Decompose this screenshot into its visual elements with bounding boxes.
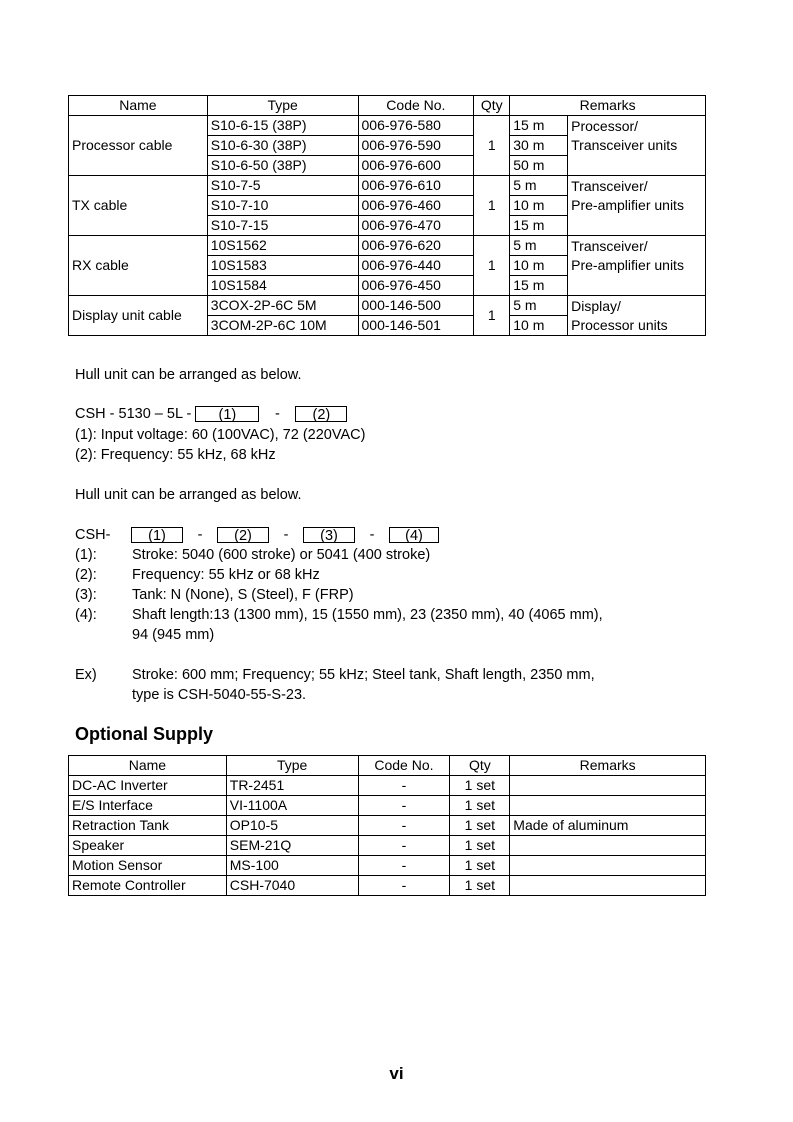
- opt-name: Remote Controller: [69, 876, 227, 896]
- cable-type: 3COM-2P-6C 10M: [207, 316, 358, 336]
- opt-type: TR-2451: [226, 776, 358, 796]
- table-row: [69, 176, 706, 196]
- cable-table-body: [69, 116, 706, 336]
- opt-type: VI-1100A: [226, 796, 358, 816]
- optional-table-body: [69, 776, 706, 896]
- table-row: [69, 876, 706, 896]
- cable-length: 5 m: [510, 296, 568, 316]
- cable-code: 006-976-620: [358, 236, 474, 256]
- cable-code: 006-976-450: [358, 276, 474, 296]
- opt-code: -: [358, 816, 450, 836]
- cable-remark: [568, 116, 706, 176]
- hull2-example: [75, 665, 715, 705]
- cable-name: TX cable: [69, 176, 208, 236]
- header-name: Name: [69, 756, 227, 776]
- cable-length: 15 m: [510, 116, 568, 136]
- cable-length: 10 m: [510, 256, 568, 276]
- hull2-intro: Hull unit can be arranged as below.: [75, 487, 302, 503]
- cable-table-header: [69, 96, 706, 116]
- cable-length: 5 m: [510, 176, 568, 196]
- hull2-separator: -: [197, 527, 203, 543]
- opt-remarks: Made of aluminum: [510, 816, 706, 836]
- opt-type: CSH-7040: [226, 876, 358, 896]
- opt-remarks: [510, 776, 706, 796]
- cable-length: 5 m: [510, 236, 568, 256]
- table-row: [69, 116, 706, 136]
- cable-qty: 1: [474, 176, 510, 236]
- hull1-note-1: (1): Input voltage: 60 (100VAC), 72 (220VAC): [75, 427, 366, 443]
- hull1-note-2: (2): Frequency: 55 kHz, 68 kHz: [75, 447, 276, 463]
- cable-remark-line: Pre-amplifier units: [571, 197, 684, 213]
- opt-type: SEM-21Q: [226, 836, 358, 856]
- cable-length: 10 m: [510, 196, 568, 216]
- cable-code: 006-976-460: [358, 196, 474, 216]
- header-qty: Qty: [474, 96, 510, 116]
- table-row: [69, 836, 706, 856]
- cable-remark: [568, 296, 706, 336]
- opt-qty: 1 set: [450, 876, 510, 896]
- hull1-prefix: CSH - 5130 – 5L -: [75, 406, 196, 422]
- cable-remark-line: Transceiver/: [571, 178, 648, 194]
- opt-qty: 1 set: [450, 776, 510, 796]
- hull1-formula: [75, 404, 347, 424]
- opt-qty: 1 set: [450, 836, 510, 856]
- table-row: [69, 816, 706, 836]
- cable-name: Processor cable: [69, 116, 208, 176]
- cable-remark-line: Transceiver units: [571, 137, 678, 153]
- opt-code: -: [358, 796, 450, 816]
- cable-code: 006-976-580: [358, 116, 474, 136]
- hull2-separator: -: [369, 527, 375, 543]
- opt-name: Motion Sensor: [69, 856, 227, 876]
- cable-qty: 1: [474, 116, 510, 176]
- opt-code: -: [358, 836, 450, 856]
- cable-table: [68, 95, 706, 336]
- cable-remark-line: Transceiver/: [571, 238, 648, 254]
- hull1-box-1: (1): [195, 406, 259, 422]
- page-number: vi: [389, 1064, 404, 1083]
- header-code: Code No.: [358, 756, 450, 776]
- opt-code: -: [358, 876, 450, 896]
- hull2-item-label: (2):: [75, 567, 97, 583]
- opt-type: MS-100: [226, 856, 358, 876]
- hull2-item-text: Stroke: 5040 (600 stroke) or 5041 (400 stroke): [132, 547, 431, 563]
- cable-remark: [568, 176, 706, 236]
- cable-code: 006-976-440: [358, 256, 474, 276]
- cable-type: 10S1583: [207, 256, 358, 276]
- hull2-separator: -: [283, 527, 289, 543]
- opt-remarks: [510, 796, 706, 816]
- cable-type: S10-6-30 (38P): [207, 136, 358, 156]
- opt-type: OP10-5: [226, 816, 358, 836]
- header-remarks: Remarks: [510, 756, 706, 776]
- example-label: Ex): [75, 667, 97, 683]
- opt-name: DC-AC Inverter: [69, 776, 227, 796]
- table-row: [69, 296, 706, 316]
- opt-code: -: [358, 776, 450, 796]
- opt-name: Speaker: [69, 836, 227, 856]
- hull2-item-text: Shaft length:13 (1300 mm), 15 (1550 mm), 23 (2350 mm), 40 (4065 mm),: [132, 607, 603, 623]
- header-name: Name: [69, 96, 208, 116]
- optional-table-header: [69, 756, 706, 776]
- cable-name: Display unit cable: [69, 296, 208, 336]
- cable-remark-line: Display/: [571, 298, 621, 314]
- hull2-box-1: (1): [131, 527, 183, 543]
- hull2-items: [75, 545, 715, 645]
- table-row: [69, 796, 706, 816]
- optional-supply-heading: Optional Supply: [75, 724, 213, 744]
- hull2-item-label: (4):: [75, 607, 97, 623]
- example-line-1: Stroke: 600 mm; Frequency; 55 kHz; Steel tank, Shaft length, 2350 mm,: [132, 667, 595, 683]
- cable-code: 006-976-590: [358, 136, 474, 156]
- hull2-formula: [75, 525, 439, 545]
- cable-length: 30 m: [510, 136, 568, 156]
- cable-type: S10-7-15: [207, 216, 358, 236]
- hull2-item-label: (3):: [75, 587, 97, 603]
- cable-type: 3COX-2P-6C 5M: [207, 296, 358, 316]
- cable-qty: 1: [474, 296, 510, 336]
- hull2-box-4: (4): [389, 527, 439, 543]
- opt-code: -: [358, 856, 450, 876]
- opt-qty: 1 set: [450, 796, 510, 816]
- hull2-prefix: CSH-: [75, 527, 111, 543]
- opt-name: Retraction Tank: [69, 816, 227, 836]
- opt-remarks: [510, 876, 706, 896]
- header-type: Type: [207, 96, 358, 116]
- cable-type: S10-7-5: [207, 176, 358, 196]
- hull2-item-label: (1):: [75, 547, 97, 563]
- table-row: [69, 776, 706, 796]
- cable-type: 10S1562: [207, 236, 358, 256]
- cable-type: 10S1584: [207, 276, 358, 296]
- cable-length: 15 m: [510, 276, 568, 296]
- hull2-item-text-cont: 94 (945 mm): [132, 627, 215, 643]
- header-qty: Qty: [450, 756, 510, 776]
- hull1-separator: -: [274, 406, 280, 422]
- opt-name: E/S Interface: [69, 796, 227, 816]
- cable-code: 006-976-610: [358, 176, 474, 196]
- hull2-item-text: Frequency: 55 kHz or 68 kHz: [132, 567, 320, 583]
- cable-qty: 1: [474, 236, 510, 296]
- cable-name: RX cable: [69, 236, 208, 296]
- cable-remark-line: Processor/: [571, 118, 639, 134]
- cable-code: 000-146-500: [358, 296, 474, 316]
- opt-qty: 1 set: [450, 816, 510, 836]
- cable-code: 006-976-470: [358, 216, 474, 236]
- table-row: [69, 236, 706, 256]
- header-remarks: Remarks: [510, 96, 706, 116]
- cable-remark-line: Pre-amplifier units: [571, 257, 684, 273]
- header-type: Type: [226, 756, 358, 776]
- hull1-intro: Hull unit can be arranged as below.: [75, 367, 302, 383]
- header-code: Code No.: [358, 96, 474, 116]
- cable-length: 15 m: [510, 216, 568, 236]
- opt-remarks: [510, 836, 706, 856]
- cable-length: 50 m: [510, 156, 568, 176]
- cable-type: S10-7-10: [207, 196, 358, 216]
- opt-qty: 1 set: [450, 856, 510, 876]
- cable-type: S10-6-15 (38P): [207, 116, 358, 136]
- hull1-box-2: (2): [295, 406, 347, 422]
- cable-code: 000-146-501: [358, 316, 474, 336]
- hull2-item-text: Tank: N (None), S (Steel), F (FRP): [132, 587, 354, 603]
- cable-remark-line: Processor units: [571, 317, 668, 333]
- hull2-box-3: (3): [303, 527, 355, 543]
- table-row: [69, 856, 706, 876]
- hull2-box-2: (2): [217, 527, 269, 543]
- cable-length: 10 m: [510, 316, 568, 336]
- cable-remark: [568, 236, 706, 296]
- cable-code: 006-976-600: [358, 156, 474, 176]
- example-line-2: type is CSH-5040-55-S-23.: [132, 687, 307, 703]
- cable-type: S10-6-50 (38P): [207, 156, 358, 176]
- optional-supply-table: [68, 755, 706, 896]
- opt-remarks: [510, 856, 706, 876]
